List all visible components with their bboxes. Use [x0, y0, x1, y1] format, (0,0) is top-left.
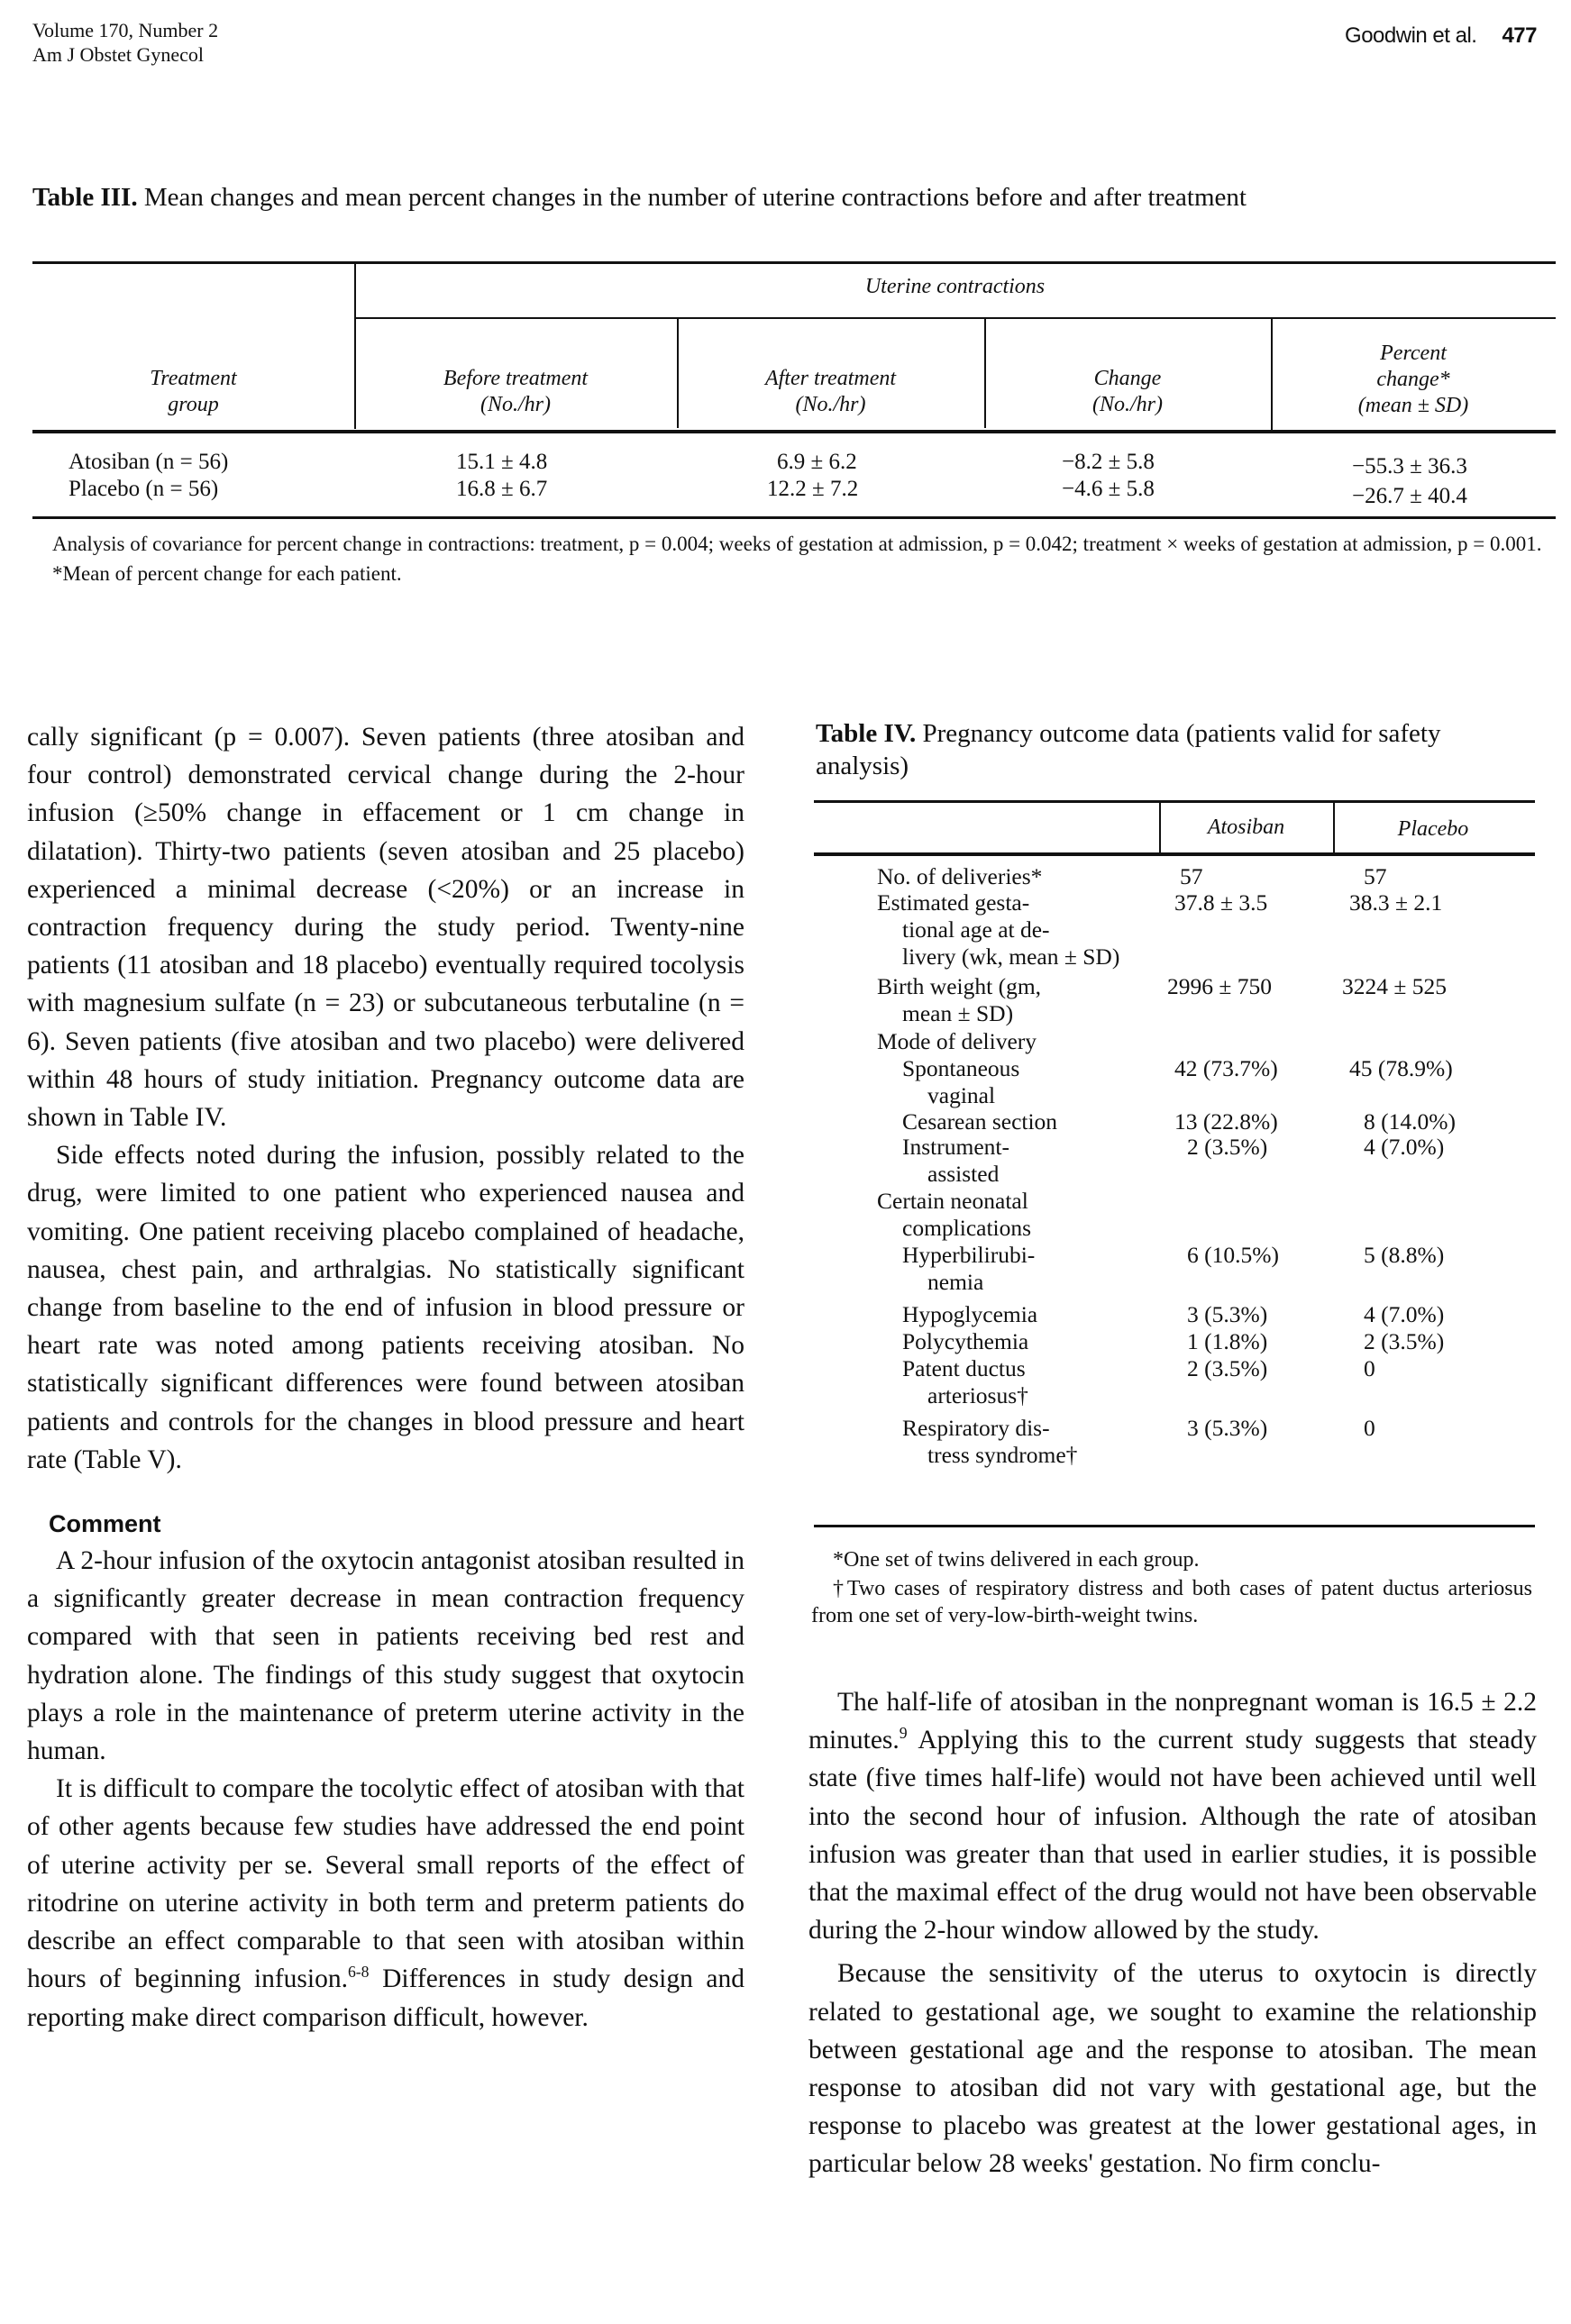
table4-cell-atosiban: 42 (73.7%): [1174, 1055, 1278, 1081]
journal-name: Am J Obstet Gynecol: [32, 43, 205, 66]
table4-cell-placebo: 5 (8.8%): [1364, 1242, 1445, 1268]
table3-note-ancova: Analysis of covariance for percent change in contractions: treatment, p = 0.004; weeks of gestation at admission, p = 0.042; treatment × weeks of gestation at admission, p = 0.001.: [52, 533, 1542, 555]
running-header-left: [32, 18, 218, 67]
table3-note-footnote: *Mean of percent change for each patient.: [52, 562, 402, 585]
table4-cell-placebo: 3224 ± 525: [1342, 973, 1447, 999]
table4-cell-atosiban: 13 (22.8%): [1174, 1108, 1278, 1135]
table3-col-header-before: Before treatment (No./hr): [443, 367, 589, 416]
table3-col-header-after: After treatment (No./hr): [764, 367, 897, 416]
body-paragraph: The half-life of atosiban in the nonpregnant woman is 16.5 ± 2.2 minutes.$^9$ Applying this to the current study suggests that steady state (five times half-life) would not have been achieved until well into the second hour of infusion. Although the rate of atosiban infusion was greater than that used in earlier studies, it is possible that the maximal effect of the drug would not have been observable during the 2-hour window allowed by the study.: [808, 1688, 1537, 1946]
citation: 9: [899, 1724, 908, 1743]
table4-caption: [816, 717, 1465, 782]
table4-row-label: Estimated gesta- tional age at de- livery (wk, mean ± SD): [877, 889, 1120, 970]
body-paragraph: It is difficult to compare the tocolytic effect of atosiban with that of other agents because few studies have addressed the end point of uterine activity per se. Several small reports of the effect of ritodrine on uterine activity in both term and preterm patients do describe an effect comparable to that seen with atosiban within hours of beginning infusion.$^{6-8}$ Differences in study design and reporting make direct comparison difficult, however.: [27, 1774, 744, 2032]
table4-cell-placebo: 2 (3.5%): [1364, 1328, 1445, 1354]
table3-col-header-percent: Percent change* (mean ± SD): [1357, 342, 1469, 417]
table3-cell-percent: −55.3 ± 36.3: [1352, 454, 1467, 478]
table4-cell-atosiban: 2996 ± 750: [1167, 973, 1272, 999]
left-column: [27, 718, 744, 2037]
table3-header-rule: [32, 430, 1556, 433]
table4-cell-atosiban: 57: [1180, 863, 1203, 889]
table4-cell-placebo: 4 (7.0%): [1364, 1134, 1445, 1160]
table4-footnote: *One set of twins delivered in each group.: [833, 1548, 1200, 1572]
table3-cell-change: −8.2 ± 5.8: [1062, 450, 1155, 474]
table4-cell-placebo: 4 (7.0%): [1364, 1301, 1445, 1327]
section-heading-comment: Comment: [49, 1510, 161, 1538]
table4-cell-placebo: 45 (78.9%): [1349, 1055, 1453, 1081]
table3-notes: [32, 532, 1556, 587]
table4-cell-atosiban: 2 (3.5%): [1187, 1134, 1268, 1160]
table3-cell-before: 15.1 ± 4.8: [456, 450, 548, 474]
table3-cell-after: 12.2 ± 7.2: [767, 477, 859, 501]
table3-cell-group: Atosiban (n = 56): [69, 450, 229, 474]
page-number: 477: [1502, 23, 1537, 48]
table4-cell-atosiban: 3 (5.3%): [1187, 1415, 1268, 1441]
table4-cell-atosiban: 3 (5.3%): [1187, 1301, 1268, 1327]
table4-row-label: Instrument- assisted: [902, 1134, 1009, 1187]
table3-spanner-rule: [354, 317, 1556, 319]
table3-cell-group: Placebo (n = 56): [69, 477, 219, 501]
table4-col-header-atosiban: Atosiban: [1207, 816, 1285, 839]
table3-cell-after: 6.9 ± 6.2: [777, 450, 857, 474]
table4-header-rule: [814, 852, 1535, 856]
table4-body: [877, 863, 1535, 1512]
table4-row-label: Respiratory dis- tress syndrome†: [902, 1415, 1078, 1468]
table4-row-label: Hyperbilirubi- nemia: [902, 1242, 1036, 1295]
right-column: [808, 1683, 1537, 2183]
table4-row-label: Birth weight (gm, mean ± SD): [877, 973, 1042, 1026]
table3-cell-change: −4.6 ± 5.8: [1062, 477, 1155, 501]
table4-footnote: †Two cases of respiratory distress and both cases of patent ductus arteriosus from one set of very-low-birth-weight twins.: [811, 1577, 1532, 1627]
table4-bottom-rule: [814, 1525, 1535, 1527]
body-paragraph: Because the sensitivity of the uterus to oxytocin is directly related to gestational age, we sought to examine the relationship between gestational age and the response to atosiban. The mean response to atosiban did not vary with gestational age, but the response to placebo was greatest at the lower gestational ages, in particular below 28 weeks' gestation. No firm conclu-: [808, 1959, 1537, 2179]
table4-row-label: No. of deliveries*: [877, 863, 1043, 889]
table4-group-label: Mode of delivery: [877, 1028, 1037, 1054]
table3-caption: [32, 180, 1439, 214]
table4-row-label: Polycythemia: [902, 1328, 1029, 1354]
table4-cell-placebo: 57: [1364, 863, 1387, 889]
table4-row-label: Spontaneous vaginal: [902, 1055, 1020, 1108]
running-header-right: [1345, 23, 1537, 49]
table4-col-header-placebo: Placebo: [1397, 817, 1469, 841]
table3-cell-before: 16.8 ± 6.7: [456, 477, 548, 501]
table3-caption-text: Mean changes and mean percent changes in the number of uterine contractions before and after treatment: [143, 183, 1247, 212]
table4-cell-atosiban: 6 (10.5%): [1187, 1242, 1279, 1268]
table3-cell-percent: −26.7 ± 40.4: [1352, 484, 1467, 508]
table4-caption-text: Pregnancy outcome data (patients valid for safety analysis): [816, 719, 1441, 780]
table4-cell-placebo: 0: [1364, 1355, 1375, 1381]
table3-col-header-group: Treatment group: [150, 367, 237, 416]
table3-bottom-rule: [32, 516, 1556, 519]
table4-cell-placebo: 8 (14.0%): [1364, 1108, 1456, 1135]
table4-top-rule: [814, 800, 1535, 803]
table4-row-label: Cesarean section: [902, 1108, 1058, 1135]
body-paragraph: cally significant (p = 0.007). Seven patients (three atosiban and four control) demonstrated cervical change during the 2-hour infusion (≥50% change in effacement or 1 cm change in dilatation). Thirty-two patients (seven atosiban and 25 placebo) experienced a minimal decrease (<20%) or an increase in contraction frequency during the study period. Twenty-nine patients (11 atosiban and 18 placebo) eventually required tocolysis with magnesium sulfate (n = 23) or subcutaneous terbutaline (n = 6). Seven patients (five atosiban and two placebo) were delivered within 48 hours of study initiation. Pregnancy outcome data are shown in Table IV.: [27, 723, 744, 1133]
body-paragraph: A 2-hour infusion of the oxytocin antagonist atosiban resulted in a significantly greater decrease in mean contraction frequency compared with that seen in patients receiving bed rest and hydration alone. The findings of this study suggest that oxytocin plays a role in the maintenance of preterm uterine activity in the human.: [27, 1546, 744, 1766]
table4-cell-atosiban: 1 (1.8%): [1187, 1328, 1268, 1354]
citation: 6-8: [347, 1963, 370, 1982]
table3-top-rule: [32, 261, 1556, 264]
table4-label: Table IV.: [816, 719, 917, 748]
body-paragraph: Side effects noted during the infusion, possibly related to the drug, were limited to one patient who experienced nausea and vomiting. One patient receiving placebo complained of headache, nausea, chest pain, and arthralgias. No statistically significant change from baseline to the end of infusion in blood pressure or heart rate was noted among patients receiving atosiban. No statistically significant differences were found between atosiban patients and controls for the changes in blood pressure and heart rate (Table V).: [27, 1141, 744, 1474]
table4-cell-atosiban: 37.8 ± 3.5: [1174, 889, 1268, 916]
table3-label: Table III.: [32, 183, 138, 212]
table4-cell-placebo: 38.3 ± 2.1: [1349, 889, 1443, 916]
table4-footnotes: [811, 1545, 1532, 1629]
table4-row-label: Patent ductus arteriosus†: [902, 1355, 1028, 1408]
authors: Goodwin et al.: [1345, 23, 1477, 48]
table4-cell-atosiban: 2 (3.5%): [1187, 1355, 1268, 1381]
table4-group-label: Certain neonatal complications: [877, 1188, 1032, 1241]
journal-volume: Volume 170, Number 2: [32, 19, 219, 41]
table4-cell-placebo: 0: [1364, 1415, 1375, 1441]
table3-col-header-change: Change (No./hr): [1092, 367, 1163, 416]
table3-spanner: Uterine contractions: [864, 275, 1046, 298]
table4-row-label: Hypoglycemia: [902, 1301, 1038, 1327]
